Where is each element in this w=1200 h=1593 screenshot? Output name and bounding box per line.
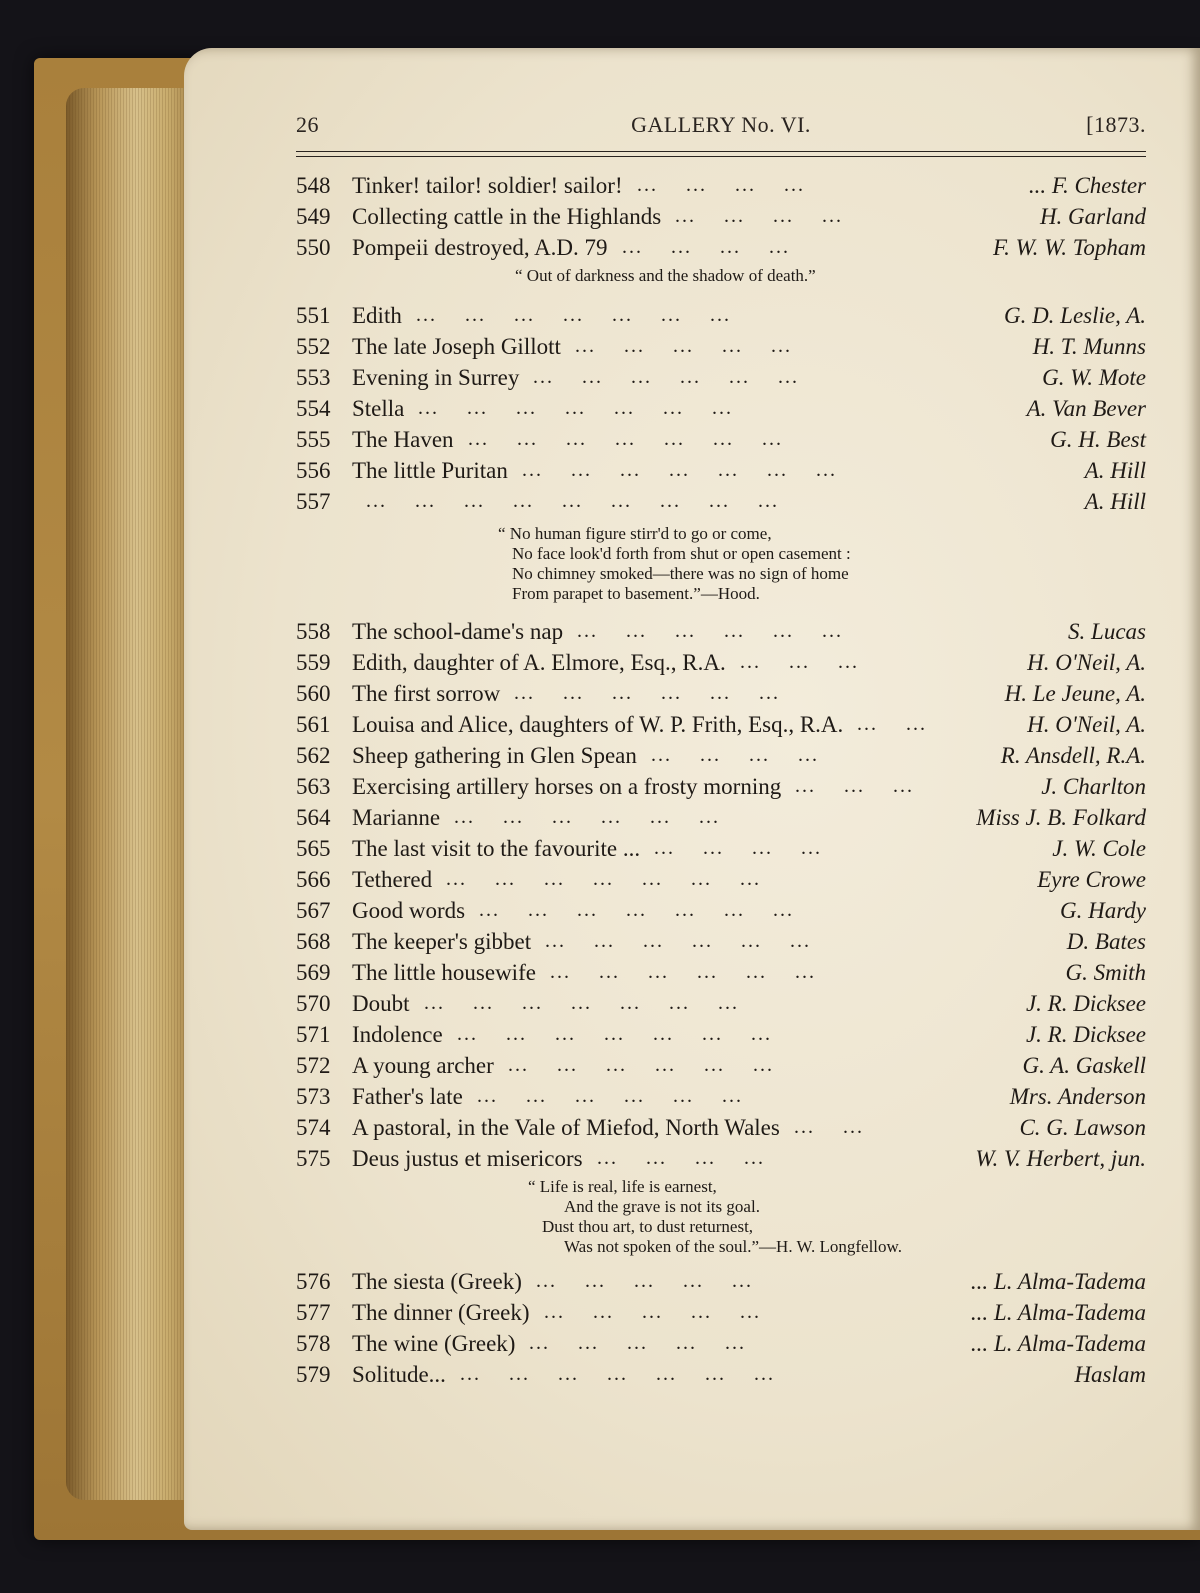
leader-dots: ... ... <box>857 713 927 735</box>
catalogue-entry <box>296 988 1146 1019</box>
entry-number: 558 <box>296 619 331 644</box>
entry-title: A young archer <box>352 1053 494 1078</box>
entry-title: A pastoral, in the Vale of Miefod, North Wales <box>352 1115 780 1140</box>
entry-title: The school-dame's nap <box>352 619 564 644</box>
leader-dots: ... ... ... ... ... ... ... <box>479 899 794 921</box>
leader-dots: ... ... ... ... ... <box>544 1301 761 1323</box>
entry-artist: G. Smith <box>1065 960 1146 985</box>
entry-artist: J. W. Cole <box>1052 836 1146 861</box>
entry-artist: J. Charlton <box>1041 774 1146 799</box>
entry-title: Edith <box>352 303 402 328</box>
quote-line: “ No human figure stirr'd to go or come, <box>498 524 772 543</box>
leader-dots: ... ... ... ... <box>622 236 790 258</box>
quote-line: No chimney smoked—there was no sign of home <box>512 564 849 583</box>
catalogue-entry <box>296 740 1146 771</box>
entry-number: 551 <box>296 303 331 328</box>
entry-number: 572 <box>296 1053 331 1078</box>
entry-artist: ... F. Chester <box>1028 173 1146 198</box>
catalogue-entry <box>296 957 1146 988</box>
catalogue-entry <box>296 1112 1146 1143</box>
entry-number: 574 <box>296 1115 331 1140</box>
entry-artist: A. Hill <box>1084 489 1146 514</box>
entry-number: 565 <box>296 836 331 861</box>
entry-number: 579 <box>296 1362 331 1387</box>
quote-575 <box>528 1177 902 1257</box>
entry-artist: H. O'Neil, A. <box>1027 712 1146 737</box>
leader-dots: ... ... ... ... ... ... ... <box>416 304 731 326</box>
entry-title: The wine (Greek) <box>352 1331 516 1356</box>
entry-number: 552 <box>296 334 331 359</box>
entry-number: 556 <box>296 458 331 483</box>
leader-dots: ... ... ... ... ... ... <box>508 1054 774 1076</box>
gallery-title: GALLERY No. VI. <box>631 112 811 137</box>
entry-title: The little housewife <box>352 960 536 985</box>
entry-number: 576 <box>296 1269 331 1294</box>
catalogue-entry <box>296 232 1146 263</box>
entry-number: 563 <box>296 774 331 799</box>
quote-557 <box>498 524 851 604</box>
entry-artist: G. H. Best <box>1050 427 1146 452</box>
entry-title: Louisa and Alice, daughters of W. P. Frith, Esq., R.A. <box>352 712 844 737</box>
catalogue-entry <box>296 486 1146 517</box>
entry-title: Father's late <box>352 1084 463 1109</box>
catalogue-entry <box>296 1143 1146 1174</box>
entry-artist: A. Hill <box>1084 458 1146 483</box>
catalogue-entry <box>296 771 1146 802</box>
leader-dots: ... ... ... ... ... ... ... <box>457 1023 772 1045</box>
catalogue-entry <box>296 170 1146 201</box>
catalogue-entry <box>296 1359 1146 1390</box>
entry-artist: G. A. Gaskell <box>1022 1053 1146 1078</box>
entry-artist: Mrs. Anderson <box>1009 1084 1146 1109</box>
quote-line: No face look'd forth from shut or open casement : <box>512 544 851 563</box>
entry-number: 561 <box>296 712 331 737</box>
quote-line: Dust thou art, to dust returnest, <box>542 1217 754 1236</box>
entry-title: Good words <box>352 898 466 923</box>
leader-dots: ... ... ... ... ... ... <box>550 961 816 983</box>
catalogue-entry <box>296 1266 1146 1297</box>
catalogue-entry <box>296 201 1146 232</box>
catalogue-entry <box>296 926 1146 957</box>
entry-artist: ... L. Alma-Tadema <box>970 1331 1146 1356</box>
catalogue-entry <box>296 616 1146 647</box>
entry-artist: Miss J. B. Folkard <box>976 805 1146 830</box>
catalogue-entry <box>296 678 1146 709</box>
entry-artist: H. T. Munns <box>1032 334 1146 359</box>
entry-artist: G. W. Mote <box>1042 365 1146 390</box>
entry-number: 549 <box>296 204 331 229</box>
leader-dots: ... ... ... ... ... ... ... <box>468 428 783 450</box>
entry-artist: H. O'Neil, A. <box>1027 650 1146 675</box>
entry-artist: Eyre Crowe <box>1037 867 1146 892</box>
catalogue-entry <box>296 802 1146 833</box>
entry-artist: F. W. W. Topham <box>993 235 1146 260</box>
catalogue-entry <box>296 1019 1146 1050</box>
entry-title: Indolence <box>352 1022 443 1047</box>
entry-number: 570 <box>296 991 331 1016</box>
catalogue-entry <box>296 1050 1146 1081</box>
entry-number: 559 <box>296 650 331 675</box>
entry-artist: R. Ansdell, R.A. <box>1000 743 1146 768</box>
entry-artist: H. Le Jeune, A. <box>1004 681 1146 706</box>
entry-number: 569 <box>296 960 331 985</box>
catalogue-entry <box>296 647 1146 678</box>
page-header <box>296 112 1146 144</box>
entry-title: The siesta (Greek) <box>352 1269 522 1294</box>
entry-title: Evening in Surrey <box>352 365 520 390</box>
entry-title: The first sorrow <box>352 681 501 706</box>
catalogue-entry <box>296 864 1146 895</box>
leader-dots: ... ... ... ... ... ... <box>577 620 843 642</box>
entry-title: The little Puritan <box>352 458 508 483</box>
entry-title: Tinker! tailor! soldier! sailor! <box>352 173 623 198</box>
leader-dots: ... ... ... ... ... ... <box>454 806 720 828</box>
entry-number: 550 <box>296 235 331 260</box>
leader-dots: ... ... ... ... ... ... <box>533 366 799 388</box>
entry-number: 562 <box>296 743 331 768</box>
header-double-rule <box>296 151 1146 157</box>
leader-dots: ... ... ... <box>795 775 914 797</box>
leader-dots: ... ... ... ... ... ... ... <box>460 1363 775 1385</box>
entry-artist: W. V. Herbert, jun. <box>975 1146 1146 1171</box>
entry-artist: G. D. Leslie, A. <box>1003 303 1146 328</box>
quote-line: “ Life is real, life is earnest, <box>528 1177 717 1196</box>
entry-number: 578 <box>296 1331 331 1356</box>
catalogue-entry <box>296 1328 1146 1359</box>
leader-dots: ... ... ... ... ... <box>529 1332 746 1354</box>
entry-number: 557 <box>296 489 331 514</box>
quote-line: From parapet to basement.”—Hood. <box>512 584 760 603</box>
entry-title: Edith, daughter of A. Elmore, Esq., R.A. <box>352 650 726 675</box>
leader-dots: ... ... ... ... ... <box>575 335 792 357</box>
year-label: [1873. <box>1086 112 1146 137</box>
entry-artist: J. R. Dicksee <box>1025 1022 1146 1047</box>
leader-dots: ... ... ... <box>740 651 859 673</box>
leader-dots: ... ... ... ... ... ... <box>514 682 780 704</box>
entry-title: Solitude... <box>352 1362 446 1387</box>
leader-dots: ... ... ... ... ... ... ... <box>522 459 837 481</box>
leader-dots: ... ... ... ... ... ... <box>545 930 811 952</box>
entry-title: The dinner (Greek) <box>352 1300 530 1325</box>
entry-number: 554 <box>296 396 331 421</box>
entry-title: Pompeii destroyed, A.D. 79 <box>352 235 608 260</box>
leader-dots: ... ... ... ... ... ... ... ... ... <box>366 490 779 512</box>
catalogue-entry <box>296 895 1146 926</box>
entry-number: 553 <box>296 365 331 390</box>
entry-artist: ... L. Alma-Tadema <box>970 1300 1146 1325</box>
entry-title: Exercising artillery horses on a frosty morning <box>352 774 782 799</box>
catalogue-entry <box>296 393 1146 424</box>
quote-line: And the grave is not its goal. <box>564 1197 760 1216</box>
entry-title: Deus justus et misericors <box>352 1146 583 1171</box>
entry-number: 555 <box>296 427 331 452</box>
leader-dots: ... ... ... ... <box>654 837 822 859</box>
entry-number: 573 <box>296 1084 331 1109</box>
entry-number: 567 <box>296 898 331 923</box>
entry-number: 571 <box>296 1022 331 1047</box>
quote-line: “ Out of darkness and the shadow of death.” <box>515 266 816 285</box>
entry-number: 577 <box>296 1300 331 1325</box>
leader-dots: ... ... ... ... <box>597 1147 765 1169</box>
leader-dots: ... ... ... ... ... ... ... <box>418 397 733 419</box>
entry-number: 564 <box>296 805 331 830</box>
entry-number: 548 <box>296 173 331 198</box>
entry-artist: Haslam <box>1074 1362 1146 1387</box>
entry-title: Collecting cattle in the Highlands <box>352 204 662 229</box>
quote-550 <box>515 266 816 286</box>
catalogue-entry <box>296 455 1146 486</box>
entry-artist: D. Bates <box>1066 929 1146 954</box>
entry-number: 568 <box>296 929 331 954</box>
leader-dots: ... ... ... ... ... ... <box>477 1085 743 1107</box>
entry-artist: ... L. Alma-Tadema <box>970 1269 1146 1294</box>
page-block-edge <box>66 88 194 1500</box>
entry-title: The late Joseph Gillott <box>352 334 561 359</box>
catalogue-entry <box>296 1297 1146 1328</box>
leader-dots: ... ... ... ... <box>651 744 819 766</box>
entry-title: The Haven <box>352 427 454 452</box>
entry-title: Tethered <box>352 867 433 892</box>
leader-dots: ... ... ... ... ... ... ... <box>424 992 739 1014</box>
entry-artist: H. Garland <box>1039 204 1146 229</box>
leader-dots: ... ... ... ... <box>675 205 843 227</box>
page-number: 26 <box>296 112 319 137</box>
entry-title: Stella <box>352 396 405 421</box>
leader-dots: ... ... ... ... <box>637 174 805 196</box>
entry-artist: C. G. Lawson <box>1019 1115 1146 1140</box>
entry-artist: A. Van Bever <box>1026 396 1146 421</box>
leader-dots: ... ... <box>794 1116 864 1138</box>
catalogue-entry <box>296 300 1146 331</box>
quote-line: Was not spoken of the soul.”—H. W. Longfellow. <box>564 1237 902 1256</box>
entry-title: The last visit to the favourite ... <box>352 836 641 861</box>
entry-artist: G. Hardy <box>1059 898 1146 923</box>
entry-title: The keeper's gibbet <box>352 929 532 954</box>
catalogue-entry <box>296 1081 1146 1112</box>
catalogue-entry <box>296 833 1146 864</box>
entry-title: Marianne <box>352 805 441 830</box>
entry-number: 560 <box>296 681 331 706</box>
leader-dots: ... ... ... ... ... ... ... <box>446 868 761 890</box>
entry-artist: S. Lucas <box>1068 619 1146 644</box>
catalogue-entry <box>296 362 1146 393</box>
entry-artist: J. R. Dicksee <box>1025 991 1146 1016</box>
entry-number: 566 <box>296 867 331 892</box>
catalogue-entry <box>296 424 1146 455</box>
catalogue-entry <box>296 709 1146 740</box>
entry-title: Doubt <box>352 991 410 1016</box>
entry-number: 575 <box>296 1146 331 1171</box>
catalogue-entry <box>296 331 1146 362</box>
entry-title: Sheep gathering in Glen Spean <box>352 743 637 768</box>
leader-dots: ... ... ... ... ... <box>536 1270 753 1292</box>
